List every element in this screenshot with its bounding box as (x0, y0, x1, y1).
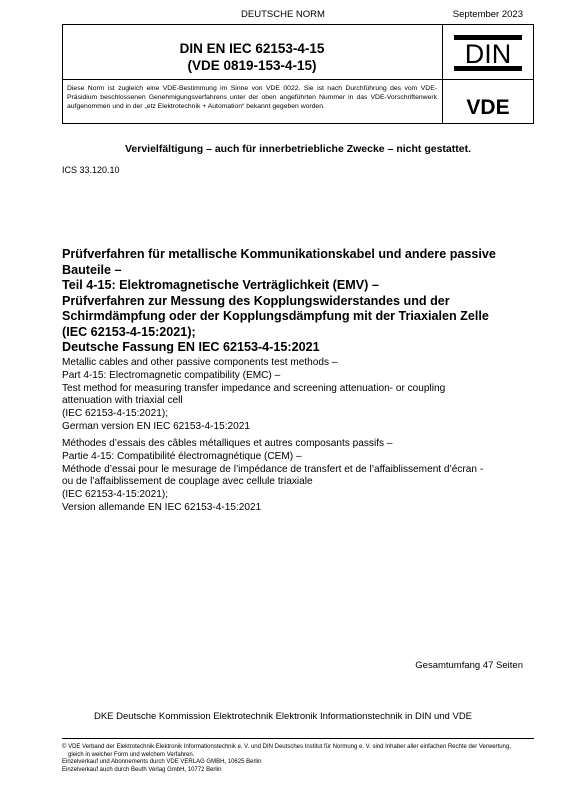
ics-code: ICS 33.120.10 (62, 165, 120, 175)
reproduction-notice: Vervielfältigung – auch für innerbetriebliche Zwecke – nicht gestattet. (124, 143, 471, 155)
frame-divider-vertical (442, 24, 443, 124)
title-de-line: (IEC 62153-4-15:2021); (62, 324, 196, 339)
title-fr-line: ou de l’affaiblissement de couplage avec cellule triaxiale (62, 476, 313, 488)
dke-committee-line: DKE Deutsche Kommission Elektrotechnik Elektronik Informationstechnik in DIN und VDE (93, 711, 473, 722)
publication-date: September 2023 (452, 9, 523, 20)
document-category: DEUTSCHE NORM (241, 9, 325, 20)
title-fr-line: Méthodes d’essais des câbles métalliques et autres composants passifs – (62, 438, 393, 449)
standard-number: DIN EN IEC 62153-4-15 (179, 41, 325, 56)
title-en-line: (IEC 62153-4-15:2021); (62, 408, 169, 420)
title-english (62, 357, 534, 434)
footer-line: Einzelverkauf und Abonnements durch VDE VERLAG GMBH, 10625 Berlin (62, 759, 262, 766)
title-de-line: Bauteile – (62, 262, 122, 277)
footer-line: Einzelverkauf auch durch Beuth Verlag GmbH, 10772 Berlin (62, 766, 222, 773)
footer-line: gleich in welcher Form und welchem Verfahren. (68, 751, 195, 758)
vde-logo-text: VDE (466, 96, 510, 116)
copyright-footer (62, 744, 552, 774)
footer-line: © VDE Verband der Elektrotechnik Elektronik Informationstechnik e. V. und DIN Deutsches Institut für Normung e. V. sind Inhaber aller einfachen Rechte der Verwertung, (62, 744, 511, 750)
vde-approval-note: Diese Norm ist zugleich eine VDE-Bestimmung im Sinne von VDE 0022. Sie ist nach Durchführung des vom VDE-Präsidium beschlossenen Genehmigungsverfahrens unter der oben angeführten Nummer in das VDE-Vorschriftenwerk aufgenommen und in der „etz Elektrotechnik + Automation“ bekannt gegeben worden. (67, 85, 437, 110)
title-en-line: attenuation with triaxial cell (62, 395, 183, 407)
vde-classification-number: (VDE 0819-153-4-15) (187, 58, 317, 73)
footer-divider (62, 738, 534, 739)
title-de-line: Schirmdämpfung oder der Kopplungsdämpfung mit der Triaxialen Zelle (62, 309, 489, 323)
title-en-line: Part 4-15: Electromagnetic compatibility (EMC) – (62, 369, 281, 381)
title-de-line: Prüfverfahren zur Messung des Kopplungswiderstandes und der (62, 293, 450, 308)
title-de-line: Prüfverfahren für metallische Kommunikationskabel und andere passive (62, 247, 496, 261)
vde-logo (446, 96, 530, 116)
title-german (62, 247, 534, 356)
frame-divider-horizontal (62, 79, 534, 80)
title-fr-line: Partie 4-15: Compatibilité électromagnétique (CEM) – (62, 450, 302, 462)
title-en-line: German version EN IEC 62153-4-15:2021 (62, 420, 250, 432)
total-pages: Gesamtumfang 47 Seiten (415, 660, 523, 671)
title-fr-line: Version allemande EN IEC 62153-4-15:2021 (62, 501, 262, 513)
title-fr-line: (IEC 62153-4-15:2021); (62, 489, 169, 501)
title-fr-line: Méthode d’essai pour le mesurage de l’impédance de transfert et de l’affaiblissement d’écran - (62, 463, 484, 475)
title-en-line: Test method for measuring transfer impedance and screening attenuation- or coupling (62, 382, 446, 394)
title-de-line: Deutsche Fassung EN IEC 62153-4-15:2021 (62, 340, 320, 354)
title-en-line: Metallic cables and other passive components test methods – (62, 357, 338, 368)
title-french (62, 438, 534, 515)
din-logo-text: DIN (464, 39, 512, 69)
title-de-line: Teil 4-15: Elektromagnetische Verträglichkeit (EMV) – (62, 278, 379, 292)
din-logo (449, 34, 527, 72)
